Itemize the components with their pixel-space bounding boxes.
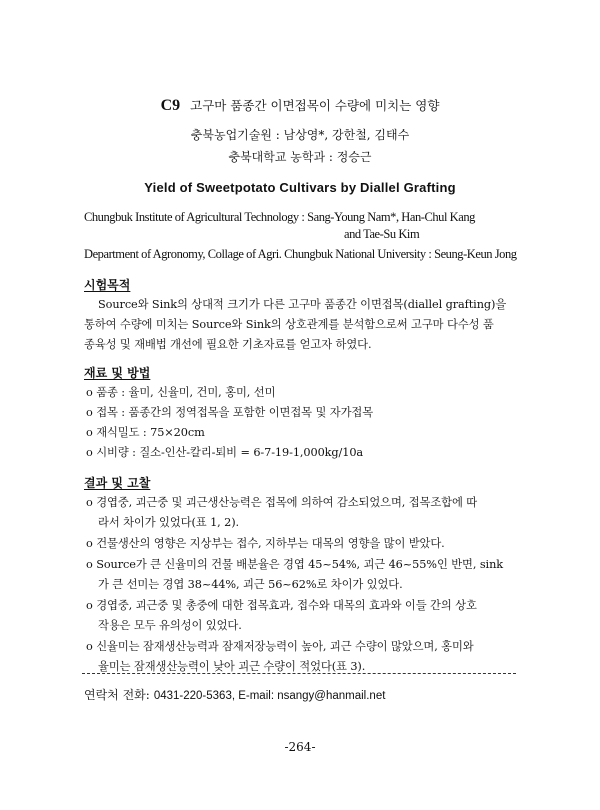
purpose-line: 통하여 수량에 미치는 Source와 Sink의 상호관계를 분석함으로써 고구마 다수성 품 <box>84 318 494 331</box>
method-item: o 접목 : 품종간의 정역접목을 포함한 이면접목 및 자가접목 <box>86 406 374 419</box>
result-line: o 건물생산의 영향은 지상부는 접수, 지하부는 대목의 영향을 많이 받았다. <box>86 537 445 550</box>
result-line: 작용은 모두 유의성이 있었다. <box>98 619 242 632</box>
page-number: -264- <box>284 740 316 754</box>
contact-value: 0431-220-5363, E-mail: nsangy@hanmail.net <box>153 690 386 702</box>
contact-label: 연락처 전화: <box>84 688 150 702</box>
section-heading-results: 결과 및 고찰 <box>84 476 151 490</box>
korean-title: 고구마 품종간 이면접목이 수량에 미치는 영향 <box>190 98 440 113</box>
contact-info <box>84 686 385 703</box>
result-line: o Source가 큰 신율미의 건물 배분율은 경엽 45~54%, 괴근 46~55%인 반면, sink <box>86 558 503 571</box>
result-line: 가 큰 선미는 경엽 38~44%, 괴근 56~62%로 차이가 있었다. <box>98 578 403 591</box>
korean-title-line <box>0 96 600 115</box>
result-line: o 경엽중, 괴근중 및 괴근생산능력은 접목에 의하여 감소되었으며, 접목조합에 따 <box>86 496 478 509</box>
result-line: 율미는 잠재생산능력이 낮아 괴근 수량이 적었다(표 3). <box>98 660 366 673</box>
section-heading-methods: 재료 및 방법 <box>84 366 151 380</box>
english-title: Yield of Sweetpotato Cultivars by Diallel Grafting <box>144 180 456 195</box>
abstract-code: C9 <box>160 97 181 114</box>
method-item: o 품종 : 율미, 신율미, 건미, 홍미, 선미 <box>86 386 276 399</box>
section-heading-purpose: 시험목적 <box>84 278 131 292</box>
dashed-divider <box>82 673 516 674</box>
result-line: o 경엽중, 괴근중 및 총중에 대한 접목효과, 접수와 대목의 효과와 이들 간의 상호 <box>86 599 477 612</box>
method-item: o 재식밀도 : 75×20cm <box>86 426 205 439</box>
result-line: 라서 차이가 있었다(표 1, 2). <box>98 516 240 529</box>
authors-line-1: 충북농업기술원 : 남상영*, 강한철, 김태수 <box>190 128 410 142</box>
purpose-line: 종육성 및 재배법 개선에 필요한 기초자료를 얻고자 하였다. <box>84 338 372 351</box>
authors-line-2: 충북대학교 농학과 : 정승근 <box>228 150 372 164</box>
result-line: o 신율미는 잠재생산능력과 잠재저장능력이 높아, 괴근 수량이 많았으며, 홍미와 <box>86 640 474 653</box>
method-item: o 시비량 : 질소-인산-칼리-퇴비 = 6-7-19-1,000kg/10a <box>86 446 364 459</box>
english-affiliation-2: Department of Agronomy, Collage of Agri. Chungbuk National University : Seung-Keun Jong <box>84 247 517 261</box>
english-affiliation-1: Chungbuk Institute of Agricultural Technology : Sang-Young Nam*, Han-Chul Kang <box>84 210 475 224</box>
purpose-line: Source와 Sink의 상대적 크기가 다른 고구마 품종간 이면접목(diallel grafting)을 <box>98 298 507 311</box>
english-affiliation-1-cont: and Tae-Su Kim <box>344 227 420 241</box>
